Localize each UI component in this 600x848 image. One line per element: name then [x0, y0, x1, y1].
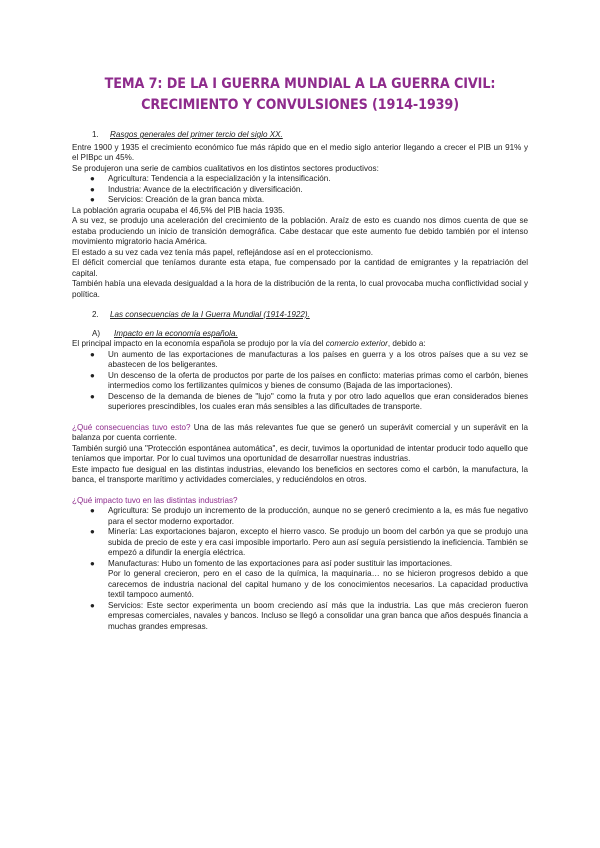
bullet-icon: ●	[90, 527, 95, 536]
paragraph: El estado a su vez cada vez tenía más papel, reflejándose así en el proteccionismo.	[72, 247, 373, 257]
paragraph: Este impacto fue desigual en las distintas industrias, elevando los beneficios en sectores como el carbón, la manufactura, la banca, el transporte marítimo y actividades comerciales, y reduciéndolos en otros.	[72, 464, 528, 484]
section-2-heading: 2. Las consecuencias de la I Guerra Mundial (1914-1922).	[92, 310, 310, 319]
list-item: ● Servicios: Este sector experimenta un boom creciendo así más que la industria. Las que más crecieron fueron empresas comerciales, navales y bancos. Incluso se llegó a consolidar una gran banca que años después financia a muchas grandes empresas.	[90, 600, 528, 631]
bullet-icon: ●	[90, 184, 95, 194]
list-item: ● Minería: Las exportaciones bajaron, excepto el hierro vasco. Se produjo un boom del carbón ya que se produjo una subida de precio de este y era casi imposible importarlo. Pero aun así seguía persistiendo la ineficiencia. También se empezó a difundir la energía eléctrica.	[90, 527, 528, 557]
paragraph: Se produjeron una serie de cambios cualitativos en los distintos sectores productivos:	[72, 163, 379, 173]
bullet-icon: ●	[90, 558, 95, 568]
bullet-icon: ●	[90, 391, 95, 401]
paragraph: También surgió una "Protección espontánea automática", es decir, tuvimos la oportunidad de intentar producir todo aquello que teníamos que importar. Por lo cual tuvimos una oportunidad de desarrollar nuestras industrias.	[72, 443, 528, 463]
bullet-icon: ●	[90, 174, 95, 183]
paragraph: Entre 1900 y 1935 el crecimiento económico fue más rápido que en el medio siglo anterior llegando a crecer el PIB un 91% y el PIBpc un 45%.	[72, 142, 528, 162]
question-heading: ¿Qué impacto tuvo en las distintas industrias?	[72, 495, 238, 505]
bullet-icon: ●	[90, 506, 95, 515]
paragraph: El principal impacto en la economía española se produjo por la vía del comercio exterior, debido a:	[72, 339, 426, 348]
paragraph: El déficit comercial que teníamos durante esta etapa, fue compensado por la cantidad de emigrantes y la repatriación del capital.	[72, 258, 528, 278]
paragraph: La población agraria ocupaba el 46,5% del PIB hacia 1935.	[72, 205, 285, 215]
paragraph: A su vez, se produjo una aceleración del crecimiento de la población. Araíz de esto es cuando nos dimos cuenta de que se estaba produciendo un inicio de transición demográfica. Cabe destacar que este aumento fue debido también por el intenso movimiento migratorio hacia América.	[72, 216, 528, 246]
question-heading: ¿Qué consecuencias tuvo esto?	[72, 422, 191, 432]
paragraph: ¿Qué consecuencias tuvo esto? Una de las más relevantes fue que se generó un superávit comercial y un superávit en la balanza por cuenta corriente.	[72, 422, 528, 442]
bullet-icon: ●	[90, 349, 95, 359]
paragraph: También había una elevada desigualdad a la hora de la distribución de la renta, lo cual provocaba mucha conflictividad social y política.	[72, 279, 528, 299]
bullet-list	[72, 350, 528, 413]
subsection-a-heading: A) Impacto en la economía española.	[92, 328, 238, 338]
bullet-icon: ●	[90, 600, 95, 610]
list-item: ● Agricultura: Tendencia a la especialización y la intensificación.	[90, 174, 331, 183]
bullet-icon: ●	[90, 370, 95, 380]
document-body	[72, 130, 528, 632]
list-item: ● Agricultura: Se produjo un incremento de la producción, aunque no se generó crecimiento a la, es más fue negativo para el sector moderno exportador.	[90, 506, 528, 526]
bullet-list	[72, 174, 528, 206]
list-item: ● Servicios: Creación de la gran banca mixta.	[90, 195, 265, 204]
list-item: ● Manufacturas: Hubo un fomento de las exportaciones para así poder sustituir las importaciones. Por lo general crecieron, pero en el caso de la química, la maquinaria… no se hicieron progresos debido a que carecemos de industria nacional del capital humano y de los conocimientos necesarios. La capacidad productiva textil tampoco aumentó.	[90, 558, 528, 599]
list-item: ● Descenso de la demanda de bienes de "lujo" como la fruta y por otro lado aquellos que eran considerados bienes superiores prescindibles, los cuales eran más sensibles a las dificultades de transporte.	[90, 391, 528, 411]
list-item: ● Un aumento de las exportaciones de manufacturas a los países en guerra y a los otros países que a su vez se abastecen de los beligerantes.	[90, 349, 528, 369]
list-item: ● Industria: Avance de la electrificación y diversificación.	[90, 184, 303, 194]
bullet-icon: ●	[90, 195, 95, 204]
bullet-list	[72, 506, 528, 632]
section-1-heading: 1. Rasgos generales del primer tercio del siglo XX.	[92, 130, 283, 139]
page-title: TEMA 7: DE LA I GUERRA MUNDIAL A LA GUERRA CIVIL: CRECIMIENTO Y CONVULSIONES (1914-1939)	[104, 76, 496, 113]
list-item: ● Un descenso de la oferta de productos por parte de los países en conflicto: materias primas como el carbón, bienes intermedios como los fertilizantes químicos y bienes de consumo (Bajada de las importaciones).	[90, 370, 528, 390]
